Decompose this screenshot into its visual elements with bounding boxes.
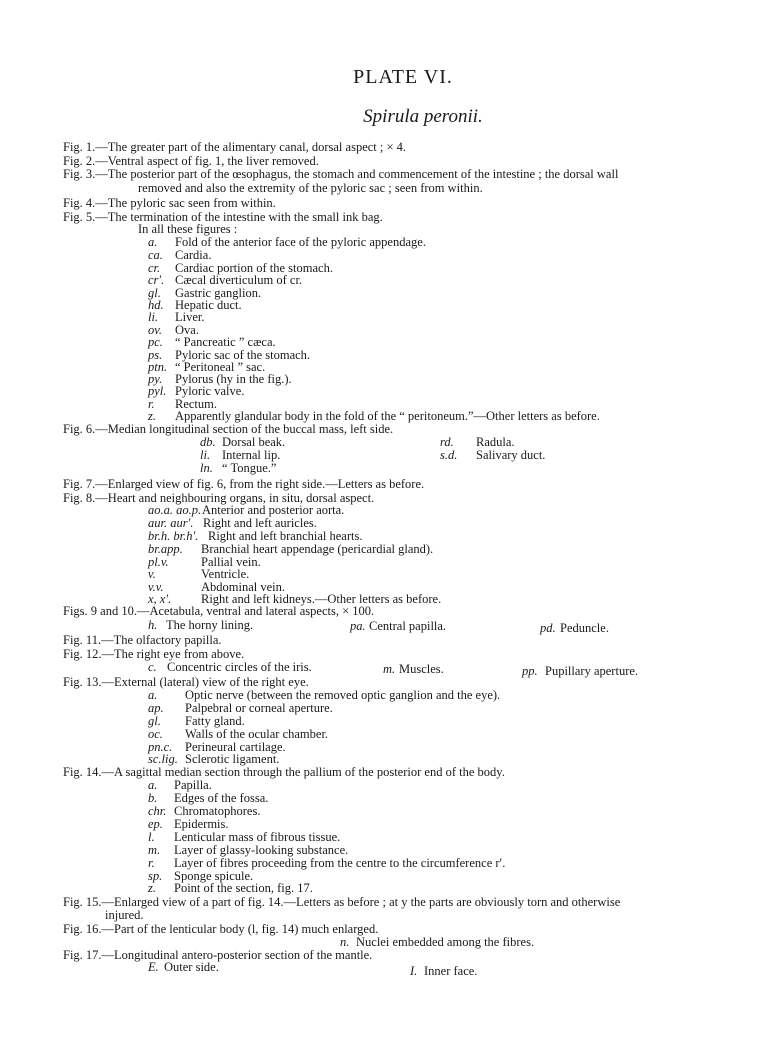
legend-text: Cardia. bbox=[175, 248, 212, 262]
legend-text: Right and left branchial hearts. bbox=[208, 529, 363, 543]
legend-abbr: li. bbox=[148, 310, 159, 324]
legend-text: The horny lining. bbox=[166, 618, 254, 632]
legend-text: Branchial heart appendage (pericardial gland). bbox=[201, 542, 434, 556]
legend-text: Dorsal beak. bbox=[222, 435, 286, 449]
legend-abbr: a. bbox=[148, 235, 158, 249]
legend-abbr: x, x′. bbox=[148, 592, 172, 606]
legend-text: Central papilla. bbox=[369, 619, 447, 633]
legend-text: Pallial vein. bbox=[201, 555, 261, 569]
legend-text: “ Peritoneal ” sac. bbox=[175, 360, 266, 374]
all-figures-label: In all these figures : bbox=[138, 222, 238, 236]
legend-abbr: sc.lig. bbox=[148, 752, 178, 766]
legend-text: Peduncle. bbox=[560, 621, 609, 635]
legend-abbr: z. bbox=[148, 409, 156, 423]
legend-abbr: db. bbox=[200, 435, 216, 449]
legend-abbr: pn.c. bbox=[148, 740, 173, 754]
legend-abbr: gl. bbox=[148, 286, 161, 300]
legend-text: Walls of the ocular chamber. bbox=[185, 727, 329, 741]
legend-text: Ventricle. bbox=[201, 567, 250, 581]
legend-text: Optic nerve (between the removed optic ganglion and the eye). bbox=[185, 688, 501, 702]
fig-15-caption-cont: injured. bbox=[105, 908, 144, 922]
legend-abbr: pd. bbox=[540, 621, 556, 635]
legend-abbr: py. bbox=[148, 372, 163, 386]
legend-text: Salivary duct. bbox=[476, 448, 546, 462]
legend-abbr: r. bbox=[148, 856, 155, 870]
legend-abbr: pyl. bbox=[148, 384, 167, 398]
legend-abbr: E. bbox=[148, 960, 159, 974]
legend-abbr: m. bbox=[148, 843, 161, 857]
legend-abbr: ca. bbox=[148, 248, 163, 262]
legend-abbr: li. bbox=[200, 448, 211, 462]
legend-text: Papilla. bbox=[174, 778, 212, 792]
legend-abbr: ln. bbox=[200, 461, 213, 475]
legend-abbr: z. bbox=[148, 881, 156, 895]
legend-abbr: m. bbox=[383, 662, 396, 676]
legend-text: Anterior and posterior aorta. bbox=[202, 503, 345, 517]
fig-11-caption: Fig. 11.—The olfactory papilla. bbox=[63, 633, 222, 647]
legend-abbr: ptn. bbox=[148, 360, 168, 374]
legend-text: Rectum. bbox=[175, 397, 218, 411]
legend-text: Nuclei embedded among the fibres. bbox=[356, 935, 535, 949]
species-title: Spirula peronii. bbox=[363, 106, 483, 127]
legend-text: Pylorus (hy in the fig.). bbox=[175, 372, 292, 386]
fig-17-caption: Fig. 17.—Longitudinal antero-posterior section of the mantle. bbox=[63, 948, 373, 962]
legend-text: Sclerotic ligament. bbox=[185, 752, 280, 766]
legend-text: Concentric circles of the iris. bbox=[167, 660, 312, 674]
legend-abbr: ao.a. ao.p. bbox=[148, 503, 202, 517]
legend-text: Gastric ganglion. bbox=[175, 286, 262, 300]
legend-text: Pyloric sac of the stomach. bbox=[175, 348, 311, 362]
legend-abbr: pa. bbox=[350, 619, 366, 633]
legend-abbr: oc. bbox=[148, 727, 163, 741]
legend-abbr: b. bbox=[148, 791, 158, 805]
fig-5-caption: Fig. 5.—The termination of the intestine with the small ink bag. bbox=[63, 210, 383, 224]
legend-abbr: chr. bbox=[148, 804, 167, 818]
legend-text: “ Pancreatic ” cæca. bbox=[175, 335, 276, 349]
legend-abbr: ap. bbox=[148, 701, 164, 715]
legend-abbr: l. bbox=[148, 830, 155, 844]
legend-abbr: cr′. bbox=[148, 273, 165, 287]
legend-text: Layer of fibres proceeding from the centre to the circumference r′. bbox=[174, 856, 506, 870]
legend-abbr: pl.v. bbox=[148, 555, 169, 569]
legend-abbr: a. bbox=[148, 778, 158, 792]
fig-7-caption: Fig. 7.—Enlarged view of fig. 6, from the right side.—Letters as before. bbox=[63, 477, 425, 491]
legend-text: Point of the section, fig. 17. bbox=[174, 881, 313, 895]
fig-15-caption: Fig. 15.—Enlarged view of a part of fig. 14.—Letters as before ; at y the parts are obviously torn and otherwise bbox=[63, 895, 621, 909]
legend-text: Abdominal vein. bbox=[201, 580, 286, 594]
legend-text: Perineural cartilage. bbox=[185, 740, 286, 754]
legend-abbr: a. bbox=[148, 688, 158, 702]
legend-text: Fold of the anterior face of the pyloric appendage. bbox=[175, 235, 426, 249]
legend-abbr: I. bbox=[410, 964, 418, 978]
legend-abbr: ep. bbox=[148, 817, 163, 831]
legend-text: Pupillary aperture. bbox=[545, 664, 639, 678]
fig-8-caption: Fig. 8.—Heart and neighbouring organs, in situ, dorsal aspect. bbox=[63, 491, 375, 505]
legend-text: Cardiac portion of the stomach. bbox=[175, 261, 333, 275]
legend-abbr: pc. bbox=[148, 335, 163, 349]
legend-text: Layer of glassy-looking substance. bbox=[174, 843, 349, 857]
legend-text: Hepatic duct. bbox=[175, 298, 242, 312]
legend-abbr: s.d. bbox=[440, 448, 458, 462]
legend-text: Outer side. bbox=[164, 960, 219, 974]
legend-abbr: hd. bbox=[148, 298, 164, 312]
legend-text: “ Tongue.” bbox=[222, 461, 277, 475]
legend-text: Epidermis. bbox=[174, 817, 229, 831]
legend-abbr: br.app. bbox=[148, 542, 183, 556]
legend-abbr: n. bbox=[340, 935, 350, 949]
legend-abbr: v. bbox=[148, 567, 156, 581]
legend-abbr: pp. bbox=[522, 664, 538, 678]
legend-text: Liver. bbox=[175, 310, 205, 324]
legend-text: Fatty gland. bbox=[185, 714, 245, 728]
legend-text: Internal lip. bbox=[222, 448, 281, 462]
legend-text: Ova. bbox=[175, 323, 199, 337]
legend-text: Pyloric valve. bbox=[175, 384, 245, 398]
fig-13-caption: Fig. 13.—External (lateral) view of the right eye. bbox=[63, 675, 309, 689]
legend-text: Cæcal diverticulum of cr. bbox=[175, 273, 303, 287]
fig-14-caption: Fig. 14.—A sagittal median section through the pallium of the posterior end of the body. bbox=[63, 765, 505, 779]
legend-text: Apparently glandular body in the fold of the “ peritoneum.”—Other letters as before. bbox=[175, 409, 600, 423]
fig-4-caption: Fig. 4.—The pyloric sac seen from within. bbox=[63, 196, 276, 210]
legend-abbr: r. bbox=[148, 397, 155, 411]
fig-2-caption: Fig. 2.—Ventral aspect of fig. 1, the liver removed. bbox=[63, 154, 319, 168]
fig-1-caption: Fig. 1.—The greater part of the alimentary canal, dorsal aspect ; × 4. bbox=[63, 140, 407, 154]
fig-16-caption: Fig. 16.—Part of the lenticular body (l, fig. 14) much enlarged. bbox=[63, 922, 379, 936]
legend-text: Edges of the fossa. bbox=[174, 791, 269, 805]
legend-abbr: ov. bbox=[148, 323, 162, 337]
legend-abbr: c. bbox=[148, 660, 157, 674]
legend-text: Palpebral or corneal aperture. bbox=[185, 701, 333, 715]
legend-text: Right and left kidneys.—Other letters as before. bbox=[201, 592, 442, 606]
legend-text: Radula. bbox=[476, 435, 515, 449]
legend-text: Sponge spicule. bbox=[174, 869, 254, 883]
fig-12-caption: Fig. 12.—The right eye from above. bbox=[63, 647, 245, 661]
legend-text: Muscles. bbox=[399, 662, 444, 676]
legend-abbr: br.h. br.h′. bbox=[148, 529, 199, 543]
plate-title: PLATE VI. bbox=[353, 66, 453, 88]
legend-abbr: cr. bbox=[148, 261, 161, 275]
fig-6-caption: Fig. 6.—Median longitudinal section of the buccal mass, left side. bbox=[63, 422, 394, 436]
legend-abbr: gl. bbox=[148, 714, 161, 728]
fig-3-caption-cont: removed and also the extremity of the pyloric sac ; seen from within. bbox=[138, 181, 483, 195]
fig-3-caption: Fig. 3.—The posterior part of the œsophagus, the stomach and commencement of the intestine ; the dorsal wall bbox=[63, 167, 619, 181]
legend-text: Chromatophores. bbox=[174, 804, 261, 818]
legend-abbr: h. bbox=[148, 618, 158, 632]
legend-text: Inner face. bbox=[424, 964, 478, 978]
legend-abbr: aur. aur′. bbox=[148, 516, 194, 530]
legend-abbr: v.v. bbox=[148, 580, 164, 594]
legend-abbr: ps. bbox=[148, 348, 163, 362]
fig-9-10-caption: Figs. 9 and 10.—Acetabula, ventral and lateral aspects, × 100. bbox=[63, 604, 375, 618]
legend-abbr: sp. bbox=[148, 869, 163, 883]
legend-abbr: rd. bbox=[440, 435, 454, 449]
legend-text: Lenticular mass of fibrous tissue. bbox=[174, 830, 341, 844]
legend-text: Right and left auricles. bbox=[203, 516, 317, 530]
